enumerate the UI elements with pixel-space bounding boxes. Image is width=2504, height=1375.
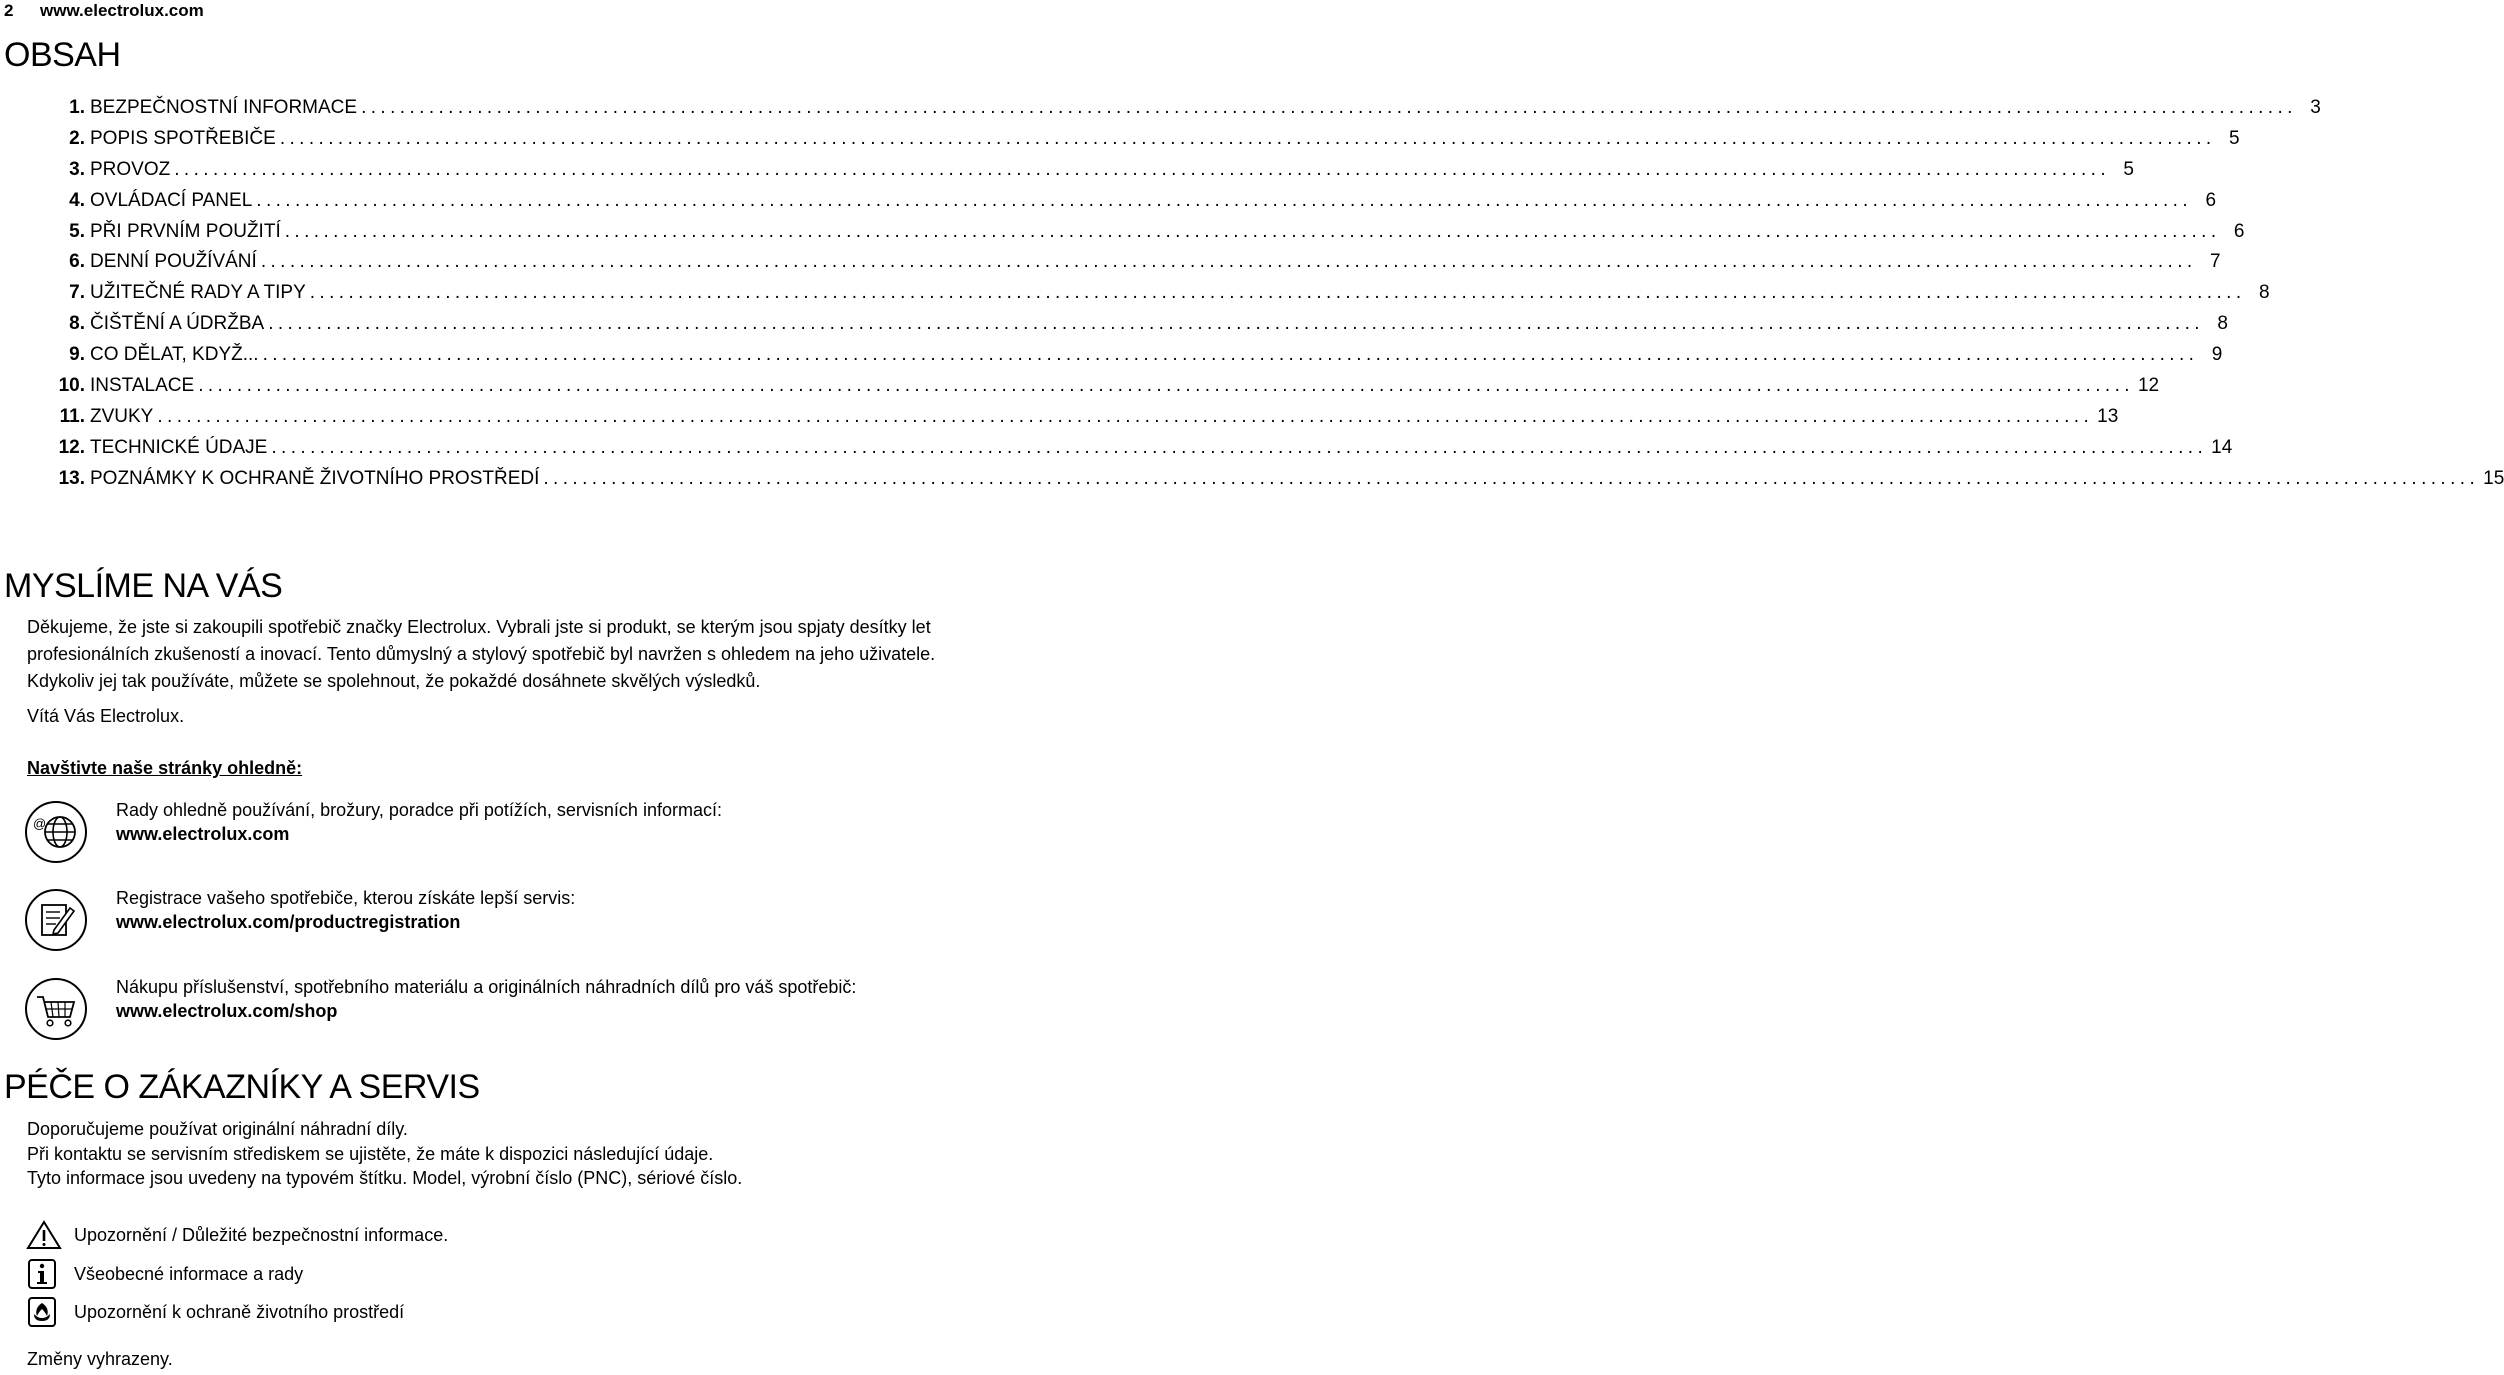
toc-entry-title: OVLÁDACÍ PANEL — [90, 189, 253, 211]
toc-page-number: 5 — [2229, 127, 2240, 149]
toc-entry-title: POPIS SPOTŘEBIČE — [90, 127, 276, 149]
visit-text-registration: Registrace vašeho spotřebiče, kterou získáte lepší servis: — [116, 888, 576, 908]
toc-row[interactable] — [52, 467, 2504, 499]
care-line-2: Při kontaktu se servisním střediskem se ujistěte, že máte k dispozici následující údaje. — [27, 1144, 714, 1164]
toc-row[interactable] — [52, 220, 2245, 252]
toc-page-number: 12 — [2137, 375, 2160, 397]
toc-row[interactable] — [52, 375, 2160, 406]
symbol-label-info: Všeobecné informace a rady — [74, 1263, 304, 1284]
toc-leader-dots: ........................................................................................................................................................................................................ — [260, 251, 2197, 273]
toc-entry-title: ZVUKY — [90, 405, 154, 427]
toc-number: 1. — [69, 97, 85, 118]
toc-entry-title: PŘI PRVNÍM POUŽITÍ — [90, 220, 281, 242]
toc-number: 2. — [69, 127, 85, 149]
section-title-thinking: MYSLÍME NA VÁS — [4, 567, 283, 605]
toc-number: 9. — [69, 344, 85, 366]
toc-row[interactable] — [52, 313, 2228, 344]
toc-number: 12. — [58, 436, 85, 458]
welcome-text: Vítá Vás Electrolux. — [27, 706, 185, 726]
toc-page-number: 6 — [2233, 220, 2245, 242]
table-of-contents — [52, 97, 2504, 499]
toc-number: 10. — [58, 375, 85, 397]
symbol-label-environment: Upozornění k ochraně životního prostředí — [74, 1301, 405, 1322]
warning-icon — [26, 1220, 62, 1250]
toc-leader-dots: ........................................................................................................................................................................................................ — [256, 189, 2193, 211]
toc-leader-dots: ........................................................................................................................................................................................................ — [198, 375, 2134, 397]
toc-number: 13. — [58, 467, 85, 489]
toc-page-number: 3 — [2310, 97, 2321, 118]
toc-leader-dots: ........................................................................................................................................................................................................ — [271, 436, 2208, 458]
toc-page-number: 8 — [2217, 313, 2228, 335]
page-number: 2 — [4, 1, 14, 20]
thank-you-paragraph: Děkujeme, že jste si zakoupili spotřebič značky Electrolux. Vybrali jste si produkt, se kterým jsou spjaty desítky let profesionálních zkušeností a inovací. Tento důmyslný a stylový spotřebič byl navržen s ohledem na jeho uživatele. Kdykoliv jej tak používáte, můžete se spolehnout, že pokaždé dosáhnete skvělých výsledků. — [27, 617, 936, 691]
toc-row[interactable] — [52, 97, 2321, 128]
toc-entry-title: UŽITEČNÉ RADY A TIPY — [90, 282, 306, 304]
visit-text-shop: Nákupu příslušenství, spotřebního materiálu a originálních náhradních dílů pro váš spotřebič: — [116, 977, 857, 997]
toc-leader-dots: ........................................................................................................................................................................................................ — [174, 158, 2110, 180]
visit-text-usage: Rady ohledně používání, brožury, poradce při potížích, servisních informací: — [116, 800, 722, 820]
toc-row[interactable] — [52, 127, 2240, 159]
toc-row[interactable] — [52, 251, 2221, 282]
care-line-3: Tyto informace jsou uvedeny na typovém štítku. Model, výrobní číslo (PNC), sériové číslo. — [27, 1168, 743, 1188]
toc-entry-title: BEZPEČNOSTNÍ INFORMACE — [90, 97, 358, 118]
toc-entry-title: POZNÁMKY K OCHRANĚ ŽIVOTNÍHO PROSTŘEDÍ — [90, 467, 540, 489]
header-url: www.electrolux.com — [40, 1, 204, 20]
info-icon — [26, 1259, 62, 1289]
symbol-label-warning: Upozornění / Důležité bezpečnostní informace. — [74, 1224, 449, 1245]
toc-page-number: 5 — [2123, 158, 2134, 180]
toc-number: 5. — [69, 220, 85, 242]
toc-entry-title: CO DĚLAT, KDYŽ... — [90, 344, 259, 366]
link-product-registration[interactable]: www.electrolux.com/productregistration — [116, 912, 461, 932]
toc-page-number: 9 — [2211, 344, 2223, 366]
toc-number: 8. — [69, 313, 85, 335]
toc-leader-dots: ........................................................................................................................................................................................................ — [262, 344, 2199, 366]
toc-row[interactable] — [52, 405, 2119, 437]
toc-entry-title: ČIŠTĚNÍ A ÚDRŽBA — [90, 313, 265, 335]
toc-row[interactable] — [52, 189, 2217, 221]
link-shop[interactable]: www.electrolux.com/shop — [116, 1001, 338, 1021]
toc-number: 4. — [69, 189, 85, 211]
toc-title: OBSAH — [4, 36, 121, 74]
toc-number: 7. — [69, 282, 85, 304]
toc-entry-title: TECHNICKÉ ÚDAJE — [90, 436, 268, 458]
toc-entry-title: PROVOZ — [90, 158, 171, 180]
section-title-customer-care: PÉČE O ZÁKAZNÍKY A SERVIS — [4, 1068, 480, 1106]
toc-row[interactable] — [52, 158, 2134, 190]
toc-leader-dots: ........................................................................................................................................................................................................ — [284, 220, 2221, 242]
registration-pen-icon — [24, 888, 88, 957]
toc-page-number: 15 — [2483, 467, 2504, 489]
globe-icon — [24, 800, 88, 869]
toc-leader-dots: ........................................................................................................................................................................................................ — [309, 282, 2246, 304]
toc-entry-title: INSTALACE — [90, 375, 195, 397]
toc-leader-dots: ........................................................................................................................................................................................................ — [361, 97, 2297, 118]
symbol-row-info — [26, 1259, 303, 1289]
toc-row[interactable] — [52, 282, 2270, 313]
visit-title: Navštivte naše stránky ohledně: — [27, 758, 303, 778]
symbol-row-environment — [26, 1297, 404, 1327]
toc-page-number: 13 — [2097, 405, 2119, 427]
toc-row[interactable] — [52, 436, 2233, 468]
toc-page-number: 6 — [2205, 189, 2217, 211]
toc-row[interactable] — [52, 344, 2223, 375]
svg-text:@: @ — [33, 816, 47, 831]
toc-page-number: 8 — [2258, 282, 2270, 304]
toc-number: 11. — [59, 405, 85, 427]
toc-page-number: 7 — [2210, 251, 2221, 273]
shopping-cart-icon — [24, 977, 88, 1046]
toc-number: 6. — [69, 251, 85, 273]
symbol-row-warning — [26, 1220, 448, 1250]
toc-leader-dots: ........................................................................................................................................................................................................ — [279, 127, 2216, 149]
toc-page-number: 14 — [2211, 436, 2233, 458]
toc-leader-dots: ........................................................................................................................................................................................................ — [157, 405, 2094, 427]
toc-number: 3. — [69, 158, 85, 180]
footer-note: Změny vyhrazeny. — [27, 1349, 173, 1369]
link-electrolux[interactable]: www.electrolux.com — [116, 824, 290, 844]
toc-leader-dots: ........................................................................................................................................................................................................ — [268, 313, 2204, 335]
toc-leader-dots: ........................................................................................................................................................................................................ — [543, 467, 2480, 489]
environment-icon — [26, 1297, 62, 1327]
care-line-1: Doporučujeme používat originální náhradní díly. — [27, 1119, 408, 1139]
toc-entry-title: DENNÍ POUŽÍVÁNÍ — [90, 251, 257, 273]
